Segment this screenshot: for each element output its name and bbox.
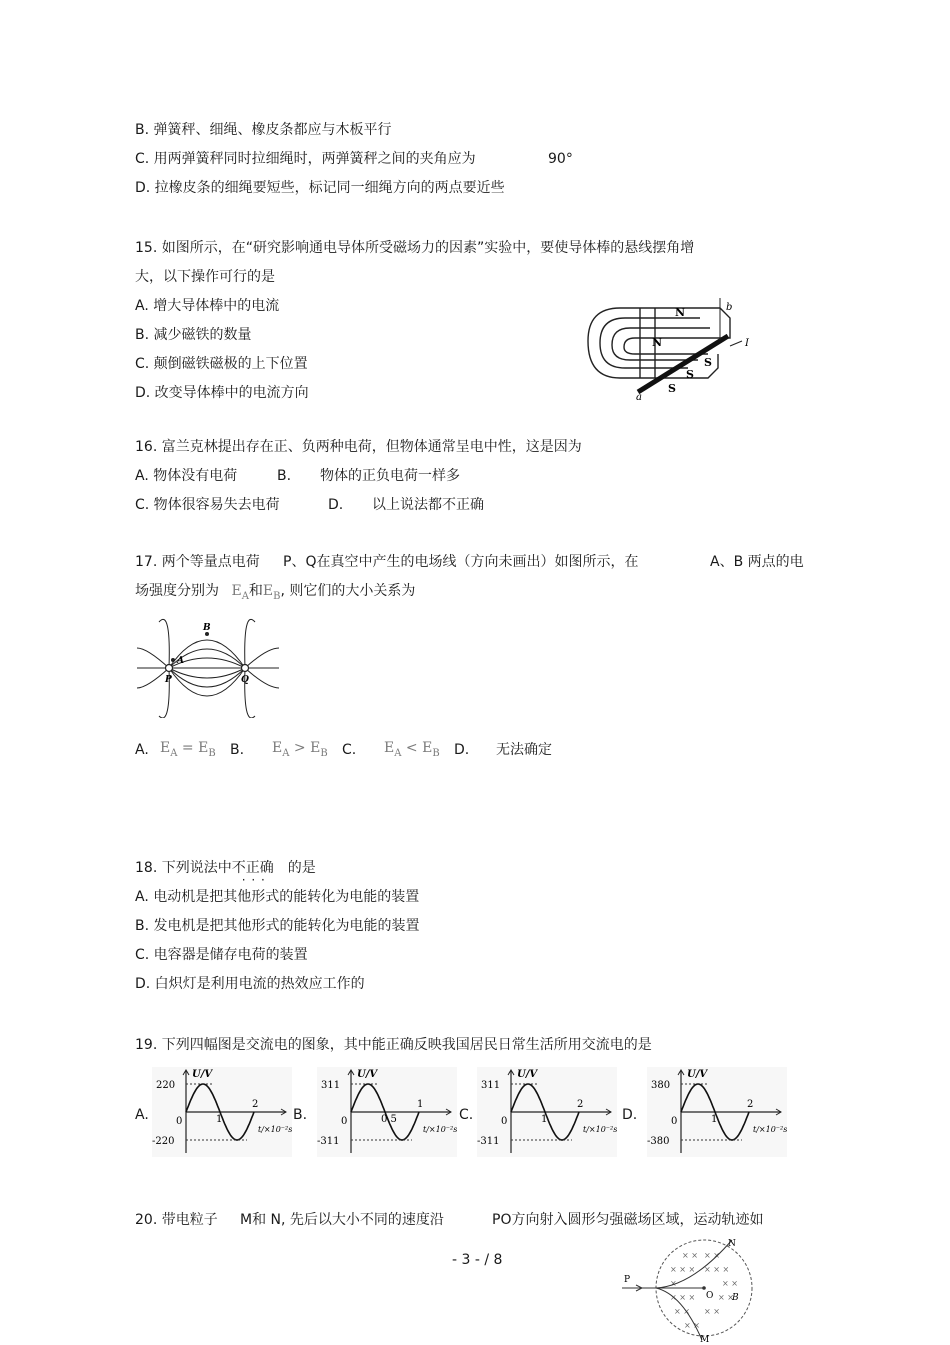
charge-q-label: Q <box>241 675 249 685</box>
q18-stem-end: 的是 <box>287 860 316 876</box>
q14-option-c-value: 90° <box>548 151 573 167</box>
q16-option-c: C. 物体很容易失去电荷 <box>135 497 280 513</box>
magnet-north-label: N <box>652 336 663 349</box>
q15-option-c: C. 颠倒磁铁磁极的上下位置 <box>135 356 308 372</box>
q16-stem: 16. 富兰克林提出存在正、负两种电荷，但物体通常呈电中性，这是因为 <box>135 439 582 455</box>
period-label: 2 <box>252 1099 259 1110</box>
q15-stem-line2: 大，以下操作可行的是 <box>135 269 275 285</box>
magnet-south-label: S <box>686 368 694 381</box>
ac-graph-b <box>317 1067 457 1157</box>
q17-option-d-letter: D. <box>454 742 470 758</box>
q18-option-c: C. 电容器是储存电荷的装置 <box>135 947 308 963</box>
trough-value-label: -380 <box>647 1136 670 1147</box>
svg-text:× ×: × × <box>684 1321 700 1330</box>
y-axis-label: U/V <box>687 1069 708 1080</box>
q16-option-a: A. 物体没有电荷 <box>135 468 238 484</box>
x-axis-label: t/×10⁻²s <box>753 1125 787 1134</box>
peak-value-label: 311 <box>321 1080 341 1091</box>
q17-option-b: $E_A > E_B$ <box>272 740 328 759</box>
svg-text:× × ×: × × × <box>704 1265 730 1274</box>
q16-option-d: 以上说法都不正确 <box>372 497 484 513</box>
q16-option-d-letter: D. <box>328 497 344 513</box>
point-b-label: B <box>203 623 211 633</box>
period-label: 2 <box>747 1099 754 1110</box>
q17-option-a: $E_A = E_B$ <box>160 740 216 759</box>
origin-label: 0 <box>341 1116 348 1127</box>
q19-option-a-letter: A. <box>135 1107 149 1123</box>
half-period-label: 0.5 <box>381 1114 397 1125</box>
q17-option-b-letter: B. <box>230 742 245 758</box>
origin-label: 0 <box>501 1116 508 1127</box>
q17-stem-part1: 17. 两个等量点电荷 <box>135 554 260 570</box>
q15-stem-line1: 15. 如图所示，在“研究影响通电导体所受磁场力的因素”实验中，要使导体棒的悬线摆角增 <box>135 240 695 256</box>
q18-option-d: D. 白炽灯是利用电流的热效应工作的 <box>135 976 365 992</box>
field-strength-b: $E_B$ <box>262 583 281 602</box>
svg-text:× ×: × × <box>722 1279 738 1288</box>
q15-option-d: D. 改变导体棒中的电流方向 <box>135 385 309 401</box>
page-number: - 3 - / 8 <box>452 1252 503 1268</box>
ac-graph-c <box>477 1067 617 1157</box>
q14-option-c: C. 用两弹簧秤同时拉细绳时，两弹簧秤之间的夹角应为 <box>135 151 476 167</box>
q20-stem-part3: PO方向射入圆形匀强磁场区域，运动轨迹如 <box>492 1212 764 1228</box>
x-axis-label: t/×10⁻²s <box>423 1125 457 1134</box>
peak-value-label: 311 <box>481 1080 501 1091</box>
trough-value-label: -311 <box>477 1136 500 1147</box>
svg-text:× × ×: × × × <box>670 1293 696 1302</box>
rod-end-b-label: b <box>726 302 733 313</box>
x-axis-label: t/×10⁻²s <box>258 1125 292 1134</box>
q19-option-b-letter: B. <box>293 1107 308 1123</box>
svg-text:× × ×: × × × <box>670 1265 696 1274</box>
q19-option-c-letter: C. <box>459 1107 474 1123</box>
q17-stem-line2-end: , 则它们的大小关系为 <box>280 583 416 599</box>
q18-stem-emphasis: 不正确 · · · <box>232 860 274 876</box>
peak-value-label: 380 <box>651 1080 671 1091</box>
magnet-north-label: N <box>675 306 686 319</box>
svg-text:× ×: × × <box>718 1293 734 1302</box>
q18-option-b: B. 发电机是把其他形式的能转化为电能的装置 <box>135 918 420 934</box>
ac-graph-a <box>152 1067 292 1157</box>
half-period-label: 1 <box>216 1114 223 1125</box>
q20-stem-part1: 20. 带电粒子 <box>135 1212 218 1228</box>
y-axis-label: U/V <box>192 1069 213 1080</box>
magnetic-field-region-figure <box>622 1238 762 1343</box>
q17-option-d: 无法确定 <box>496 742 552 758</box>
magnet-conductor-figure <box>580 296 755 401</box>
trough-value-label: -220 <box>152 1136 175 1147</box>
current-label: I <box>745 338 749 349</box>
q17-option-c: $E_A < E_B$ <box>384 740 440 759</box>
y-axis-label: U/V <box>517 1069 538 1080</box>
svg-text:× ×: × × <box>704 1251 720 1260</box>
q20-stem-part2: M和 N, 先后以大小不同的速度沿 <box>240 1212 444 1228</box>
q18-stem-start: 18. 下列说法中 <box>135 860 232 876</box>
q16-option-b: 物体的正负电荷一样多 <box>320 468 460 484</box>
q14-option-d: D. 拉橡皮条的细绳要短些，标记同一细绳方向的两点要近些 <box>135 180 505 196</box>
q17-option-c-letter: C. <box>342 742 357 758</box>
magnet-south-label: S <box>668 382 676 395</box>
svg-text:×: × <box>670 1279 677 1288</box>
q19-stem: 19. 下列四幅图是交流电的图象，其中能正确反映我国居民日常生活所用交流电的是 <box>135 1037 652 1053</box>
q15-option-b: B. 减少磁铁的数量 <box>135 327 252 343</box>
svg-text:× ×: × × <box>682 1251 698 1260</box>
q15-option-a: A. 增大导体棒中的电流 <box>135 298 280 314</box>
period-label: 2 <box>577 1099 584 1110</box>
q17-stem-line2 <box>135 581 415 607</box>
q17-stem-part2: P、Q在真空中产生的电场线（方向未画出）如图所示，在 <box>283 554 639 570</box>
peak-value-label: 220 <box>156 1080 176 1091</box>
q14-option-b: B. 弹簧秤、细绳、橡皮条都应与木板平行 <box>135 122 392 138</box>
ac-graph-d <box>647 1067 787 1157</box>
rod-end-a-label: a <box>636 392 642 401</box>
point-a-label: A <box>177 656 184 666</box>
trough-value-label: -311 <box>317 1136 340 1147</box>
q19-option-d-letter: D. <box>622 1107 638 1123</box>
q18-stem <box>135 858 316 878</box>
magnet-south-label: S <box>704 356 712 369</box>
svg-text:× ×: × × <box>704 1307 720 1316</box>
period-label: 1 <box>417 1099 424 1110</box>
center-o-label: O <box>706 1291 714 1301</box>
q17-stem-line2-text: 场强度分别为 <box>135 583 219 599</box>
half-period-label: 1 <box>711 1114 718 1125</box>
q18-option-a: A. 电动机是把其他形式的能转化为电能的装置 <box>135 889 420 905</box>
particle-m-label: M <box>700 1335 710 1343</box>
point-p-label: P <box>624 1275 631 1285</box>
origin-label: 0 <box>176 1116 183 1127</box>
svg-text:× ×: × × <box>674 1307 690 1316</box>
x-axis-label: t/×10⁻²s <box>583 1125 617 1134</box>
and-word: 和 <box>248 583 263 599</box>
particle-n-label: N <box>728 1239 736 1249</box>
half-period-label: 1 <box>541 1114 548 1125</box>
y-axis-label: U/V <box>357 1069 378 1080</box>
origin-label: 0 <box>671 1116 678 1127</box>
charge-p-label: P <box>165 675 172 685</box>
field-strength-a: $E_A$ <box>231 583 249 602</box>
q17-stem-part3: A、B 两点的电 <box>710 554 804 570</box>
q17-option-a-letter: A. <box>135 742 149 758</box>
electric-field-lines-figure <box>137 618 282 718</box>
field-b-label: B <box>732 1293 739 1303</box>
q16-option-b-letter: B. <box>277 468 292 484</box>
